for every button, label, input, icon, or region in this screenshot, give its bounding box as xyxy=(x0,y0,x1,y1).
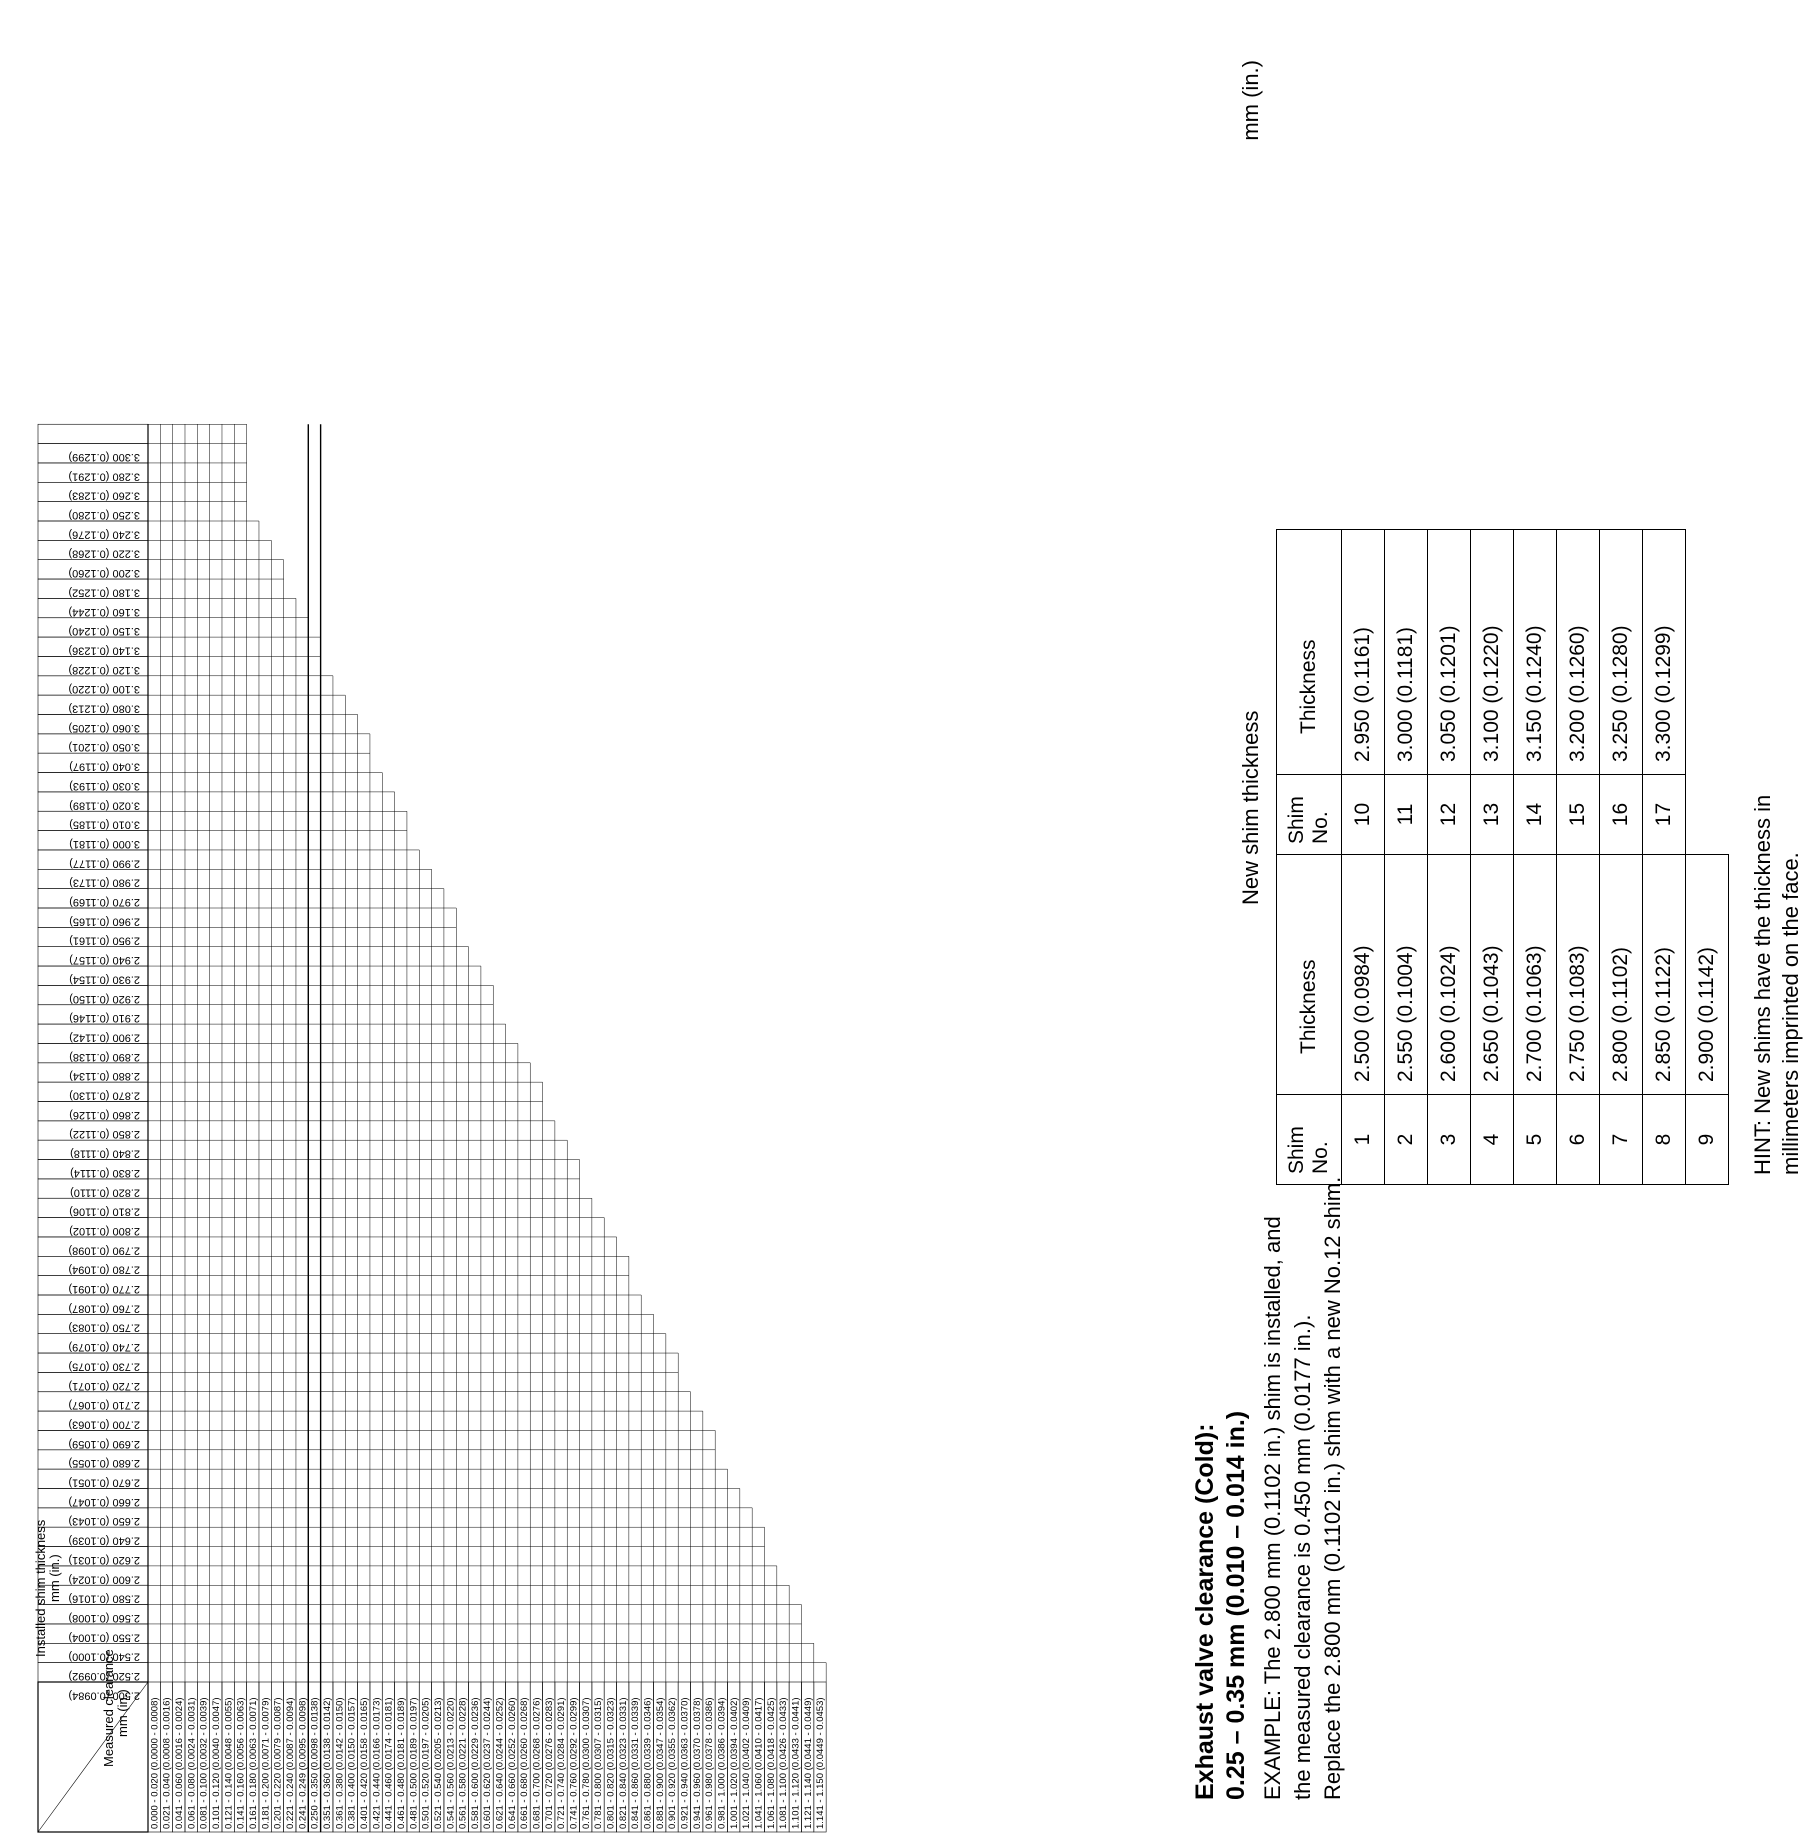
shim-no-cell: 14 xyxy=(1514,775,1557,855)
thickness-cell: 3.250 (0.1280) xyxy=(1600,530,1643,775)
installed-thickness-label: 2.970 (0.1169) xyxy=(69,896,140,908)
measured-clearance-label: 0.351 - 0.360 (0.0138 - 0.0142) xyxy=(321,1697,333,1829)
measured-clearance-label: 0.021 - 0.040 (0.0008 - 0.0016) xyxy=(161,1697,173,1829)
measured-clearance-label: 0.961 - 0.980 (0.0378 - 0.0386) xyxy=(704,1697,716,1829)
new-shim-row xyxy=(1643,530,1686,1185)
installed-thickness-label: 3.220 (0.1268) xyxy=(68,547,140,560)
shim-no-cell: 2 xyxy=(1385,1095,1428,1185)
new-shim-row xyxy=(1385,530,1428,1185)
measured-clearance-label: 0.701 - 0.720 (0.0276 - 0.0283) xyxy=(543,1697,555,1829)
installed-thickness-label: 3.140 (0.1236) xyxy=(68,644,140,657)
installed-thickness-label: 2.940 (0.1157) xyxy=(69,954,140,967)
installed-thickness-label: 2.780 (0.1094) xyxy=(68,1263,140,1276)
measured-clearance-label: 0.041 - 0.060 (0.0016 - 0.0024) xyxy=(173,1697,185,1829)
new-shim-row xyxy=(1600,530,1643,1185)
installed-thickness-label: 3.240 (0.1276) xyxy=(68,528,140,541)
installed-thickness-label: 2.870 (0.1130) xyxy=(69,1089,140,1102)
installed-thickness-label: 2.900 (0.1142) xyxy=(69,1031,140,1044)
measured-label-line1: Measured clearance xyxy=(101,1649,116,1767)
installed-thickness-label: 2.860 (0.1126) xyxy=(69,1108,140,1121)
shim-no-cell: 8 xyxy=(1643,1095,1686,1185)
measured-clearance-label: 0.561 - 0.580 (0.0221 - 0.0228) xyxy=(457,1697,469,1829)
measured-clearance-label: 0.241 - 0.249 (0.0095 - 0.0098) xyxy=(297,1697,309,1829)
measured-clearance-label: 1.021 - 1.040 (0.0402 - 0.0409) xyxy=(741,1697,753,1829)
new-shim-row xyxy=(1342,530,1385,1185)
installed-thickness-label: 3.280 (0.1291) xyxy=(68,470,140,483)
measured-clearance-label: 0.061 - 0.080 (0.0024 - 0.0031) xyxy=(186,1697,198,1829)
measured-clearance-label: 0.601 - 0.620 (0.0237 - 0.0244) xyxy=(482,1697,494,1829)
measured-clearance-label: 0.481 - 0.500 (0.0189 - 0.0197) xyxy=(408,1697,420,1829)
measured-clearance-label: 0.621 - 0.640 (0.0244 - 0.0252) xyxy=(494,1697,506,1829)
thickness-cell: 3.300 (0.1299) xyxy=(1643,530,1686,775)
installed-thickness-label: 2.710 (0.1067) xyxy=(68,1399,140,1412)
measured-clearance-label: 0.501 - 0.520 (0.0197 - 0.0205) xyxy=(420,1697,432,1829)
measured-clearance-label: 0.221 - 0.240 (0.0087 - 0.0094) xyxy=(284,1697,296,1829)
installed-thickness-label: 3.100 (0.1220) xyxy=(68,683,140,696)
shim-no-cell: 12 xyxy=(1428,775,1471,855)
new-shim-row xyxy=(1557,530,1600,1185)
installed-thickness-label: 2.650 (0.1043) xyxy=(68,1515,140,1528)
installed-thickness-label: 2.820 (0.1110) xyxy=(70,1186,140,1199)
installed-thickness-label: 3.060 (0.1205) xyxy=(68,721,140,734)
installed-thickness-label: 2.830 (0.1114) xyxy=(70,1166,140,1179)
shim-no-cell: 11 xyxy=(1385,775,1428,855)
installed-thickness-label: 2.880 (0.1134) xyxy=(69,1070,140,1083)
installed-thickness-label: 2.500 (0.0984) xyxy=(68,1689,140,1702)
measured-clearance-label: 0.681 - 0.700 (0.0268 - 0.0276) xyxy=(531,1697,543,1829)
installed-thickness-label: 2.690 (0.1059) xyxy=(68,1437,140,1450)
installed-thickness-label: 2.790 (0.1098) xyxy=(68,1244,140,1257)
shim-no-cell: 10 xyxy=(1342,775,1385,855)
thickness-cell: 3.000 (0.1181) xyxy=(1385,530,1428,775)
installed-thickness-corner-label xyxy=(34,1520,62,1832)
installed-thickness-label: 2.840 (0.1118) xyxy=(70,1147,140,1160)
example-line3: Replace the 2.800 mm (0.1102 in.) shim with a new No.12 shim. xyxy=(1320,1176,1345,1800)
installed-thickness-label: 2.720 (0.1071) xyxy=(68,1379,140,1392)
new-shim-unit: mm (in.) xyxy=(1238,60,1263,141)
measured-clearance-label: 0.901 - 0.920 (0.0355 - 0.0362) xyxy=(667,1697,679,1829)
new-shim-thickness-panel xyxy=(1230,45,1805,1185)
measured-clearance-label: 0.361 - 0.380 (0.0142 - 0.0150) xyxy=(334,1697,346,1829)
installed-thickness-label: 3.010 (0.1185) xyxy=(69,818,140,831)
shim-no-cell: 3 xyxy=(1428,1095,1471,1185)
installed-thickness-label: 2.980 (0.1173) xyxy=(69,876,140,889)
installed-thickness-label: 2.910 (0.1146) xyxy=(69,1012,140,1025)
thickness-cell: 2.700 (0.1063) xyxy=(1514,855,1557,1095)
installed-thickness-label: 2.680 (0.1055) xyxy=(68,1457,140,1470)
installed-thickness-label: 3.150 (0.1240) xyxy=(68,625,140,638)
thickness-cell: 2.500 (0.0984) xyxy=(1342,855,1385,1095)
measured-clearance-label: 1.001 - 1.020 (0.0394 - 0.0402) xyxy=(728,1697,740,1829)
installed-thickness-label: 2.620 (0.1031) xyxy=(68,1553,140,1566)
shim-no-cell: 9 xyxy=(1686,1095,1729,1185)
thickness-cell: 3.200 (0.1260) xyxy=(1557,530,1600,775)
installed-thickness-label: 3.020 (0.1189) xyxy=(69,799,140,812)
measured-clearance-label: 1.101 - 1.120 (0.0433 - 0.0441) xyxy=(790,1697,802,1829)
measured-clearance-label: 0.521 - 0.540 (0.0205 - 0.0213) xyxy=(432,1697,444,1829)
measured-clearance-label: 0.881 - 0.900 (0.0347 - 0.0354) xyxy=(654,1697,666,1829)
installed-thickness-label: 2.950 (0.1161) xyxy=(69,934,140,947)
thickness-cell: 2.750 (0.1083) xyxy=(1557,855,1600,1095)
shim-no-cell xyxy=(1686,775,1729,855)
measured-clearance-corner-label xyxy=(102,1649,130,1832)
installed-thickness-label: 3.030 (0.1193) xyxy=(69,779,140,792)
col-thickness: Thickness xyxy=(1277,855,1342,1095)
measured-clearance-label: 0.441 - 0.460 (0.0174 - 0.0181) xyxy=(383,1697,395,1829)
measured-clearance-label: 0.201 - 0.220 (0.0079 - 0.0087) xyxy=(272,1697,284,1829)
measured-clearance-label: 0.821 - 0.840 (0.0323 - 0.0331) xyxy=(617,1697,629,1829)
thickness-cell: 2.800 (0.1102) xyxy=(1600,855,1643,1095)
installed-thickness-label: 2.810 (0.1106) xyxy=(69,1205,140,1218)
measured-clearance-label: 0.741 - 0.760 (0.0292 - 0.0299) xyxy=(568,1697,580,1829)
shim-no-cell: 1 xyxy=(1342,1095,1385,1185)
new-shim-row xyxy=(1514,530,1557,1185)
thickness-cell: 2.950 (0.1161) xyxy=(1342,530,1385,775)
thickness-cell: 2.650 (0.1043) xyxy=(1471,855,1514,1095)
measured-clearance-label: 0.381 - 0.400 (0.0150 - 0.0157) xyxy=(346,1697,358,1829)
shim-no-cell: 16 xyxy=(1600,775,1643,855)
installed-thickness-label: 2.890 (0.1138) xyxy=(69,1050,140,1063)
shim-no-cell: 7 xyxy=(1600,1095,1643,1185)
installed-thickness-label: 2.660 (0.1047) xyxy=(68,1495,140,1508)
installed-thickness-label: 3.300 (0.1299) xyxy=(68,450,140,463)
hint-line1: HINT: New shims have the thickness in xyxy=(1750,794,1775,1175)
installed-thickness-label: 2.990 (0.1177) xyxy=(69,857,140,870)
installed-thickness-label: 2.750 (0.1083) xyxy=(68,1321,140,1334)
measured-clearance-label: 1.081 - 1.100 (0.0426 - 0.0433) xyxy=(778,1697,790,1829)
shim-no-cell: 15 xyxy=(1557,775,1600,855)
measured-clearance-label: 0.541 - 0.560 (0.0213 - 0.0220) xyxy=(445,1697,457,1829)
installed-thickness-label: 2.540 (0.1000) xyxy=(68,1650,140,1663)
col-thickness-2: Thickness xyxy=(1277,530,1342,775)
shim-no-cell: 6 xyxy=(1557,1095,1600,1185)
measured-clearance-label: 0.781 - 0.800 (0.0307 - 0.0315) xyxy=(593,1697,605,1829)
measured-clearance-label: 0.250 - 0.350 (0.0098 - 0.0138) xyxy=(309,1697,321,1829)
installed-thickness-label: 3.080 (0.1213) xyxy=(68,702,140,715)
exhaust-title-line1: Exhaust valve clearance (Cold): xyxy=(1191,1423,1219,1800)
measured-clearance-label: 0.081 - 0.100 (0.0032 - 0.0039) xyxy=(198,1697,210,1829)
shim-no-cell: 17 xyxy=(1643,775,1686,855)
installed-thickness-label: 3.250 (0.1280) xyxy=(68,509,140,521)
measured-clearance-label: 0.461 - 0.480 (0.0181 - 0.0189) xyxy=(395,1697,407,1829)
hint-line2: millimeters imprinted on the face. xyxy=(1778,852,1803,1175)
measured-clearance-label: 0.000 - 0.020 (0.0000 - 0.0008) xyxy=(149,1697,161,1829)
measured-clearance-label: 1.121 - 1.140 (0.0441 - 0.0449) xyxy=(802,1697,814,1829)
new-shim-row xyxy=(1686,530,1729,1185)
measured-clearance-label: 0.181 - 0.200 (0.0071 - 0.0079) xyxy=(260,1697,272,1829)
installed-label-line1: Installed shim thickness xyxy=(33,1519,48,1657)
shim-no-cell: 4 xyxy=(1471,1095,1514,1185)
measured-label-line2: mm (in.) xyxy=(115,1689,130,1737)
measured-clearance-label: 0.161 - 0.180 (0.0063 - 0.0071) xyxy=(247,1697,259,1829)
installed-thickness-label: 2.600 (0.1024) xyxy=(68,1573,140,1586)
thickness-cell: 2.600 (0.1024) xyxy=(1428,855,1471,1095)
installed-thickness-label: 2.960 (0.1165) xyxy=(69,915,140,928)
measured-clearance-label: 0.801 - 0.820 (0.0315 - 0.0323) xyxy=(605,1697,617,1829)
new-shim-hint xyxy=(1749,45,1805,1185)
new-shim-table xyxy=(1276,529,1729,1185)
shim-no-cell: 5 xyxy=(1514,1095,1557,1185)
thickness-cell: 2.850 (0.1122) xyxy=(1643,855,1686,1095)
installed-thickness-label: 2.920 (0.1150) xyxy=(69,992,140,1005)
thickness-cell xyxy=(1686,530,1729,775)
new-shim-row xyxy=(1428,530,1471,1185)
installed-thickness-label: 3.050 (0.1201) xyxy=(68,741,140,754)
installed-thickness-label: 3.180 (0.1252) xyxy=(68,586,140,599)
new-shim-header-row xyxy=(1277,530,1342,1185)
installed-thickness-label: 2.800 (0.1102) xyxy=(69,1224,140,1237)
measured-clearance-label: 1.041 - 1.060 (0.0410 - 0.0417) xyxy=(753,1697,765,1829)
installed-thickness-label: 2.520 (0.0992) xyxy=(68,1670,140,1682)
col-shim-no-2: Shim No. xyxy=(1277,775,1342,855)
installed-thickness-label: 2.760 (0.1087) xyxy=(68,1302,140,1315)
installed-thickness-label: 2.550 (0.1004) xyxy=(68,1631,140,1644)
measured-clearance-label: 0.121 - 0.140 (0.0048 - 0.0055) xyxy=(223,1697,235,1829)
installed-thickness-label: 2.930 (0.1154) xyxy=(69,973,140,986)
thickness-cell: 3.100 (0.1220) xyxy=(1471,530,1514,775)
new-shim-row xyxy=(1471,530,1514,1185)
new-shim-title: New shim thickness xyxy=(1238,710,1263,905)
example-line1: EXAMPLE: The 2.800 mm (0.1102 in.) shim is installed, and xyxy=(1260,1216,1285,1800)
installed-thickness-label: 2.640 (0.1039) xyxy=(68,1534,140,1547)
shim-no-cell: 13 xyxy=(1471,775,1514,855)
installed-thickness-label: 2.700 (0.1063) xyxy=(68,1418,140,1431)
measured-clearance-label: 0.981 - 1.000 (0.0386 - 0.0394) xyxy=(716,1697,728,1829)
measured-clearance-label: 0.921 - 0.940 (0.0363 - 0.0370) xyxy=(679,1697,691,1829)
installed-thickness-label: 2.850 (0.1122) xyxy=(69,1128,140,1141)
installed-thickness-label: 2.560 (0.1008) xyxy=(68,1611,140,1624)
measured-clearance-label: 0.761 - 0.780 (0.0300 - 0.0307) xyxy=(580,1697,592,1829)
installed-thickness-label: 3.160 (0.1244) xyxy=(68,605,140,618)
example-line2: the measured clearance is 0.450 mm (0.0177 in.). xyxy=(1290,1314,1315,1800)
col-shim-no: Shim No. xyxy=(1277,1095,1342,1185)
measured-clearance-label: 0.141 - 0.160 (0.0056 - 0.0063) xyxy=(235,1697,247,1829)
installed-thickness-label: 2.730 (0.1075) xyxy=(68,1360,140,1373)
installed-label-line2: mm (in.) xyxy=(47,1554,62,1602)
thickness-cell: 3.150 (0.1240) xyxy=(1514,530,1557,775)
installed-thickness-label: 3.000 (0.1181) xyxy=(69,837,140,850)
exhaust-note xyxy=(1190,1177,1348,1800)
measured-clearance-label: 0.661 - 0.680 (0.0260 - 0.0268) xyxy=(519,1697,531,1829)
measured-clearance-label: 0.581 - 0.600 (0.0229 - 0.0236) xyxy=(469,1697,481,1829)
measured-clearance-label: 0.421 - 0.440 (0.0166 - 0.0173) xyxy=(371,1697,383,1829)
measured-clearance-label: 0.721 - 0.740 (0.0284 - 0.0291) xyxy=(556,1697,568,1829)
installed-thickness-label: 3.040 (0.1197) xyxy=(69,760,140,773)
thickness-cell: 2.900 (0.1142) xyxy=(1686,855,1729,1095)
installed-thickness-label: 3.260 (0.1283) xyxy=(68,489,140,502)
new-shim-title-row xyxy=(1230,45,1276,1185)
measured-clearance-label: 0.401 - 0.420 (0.0158 - 0.0165) xyxy=(358,1697,370,1829)
installed-thickness-label: 2.670 (0.1051) xyxy=(68,1476,140,1489)
installed-thickness-label: 3.200 (0.1260) xyxy=(68,567,140,580)
measured-clearance-label: 0.101 - 0.120 (0.0040 - 0.0047) xyxy=(210,1697,222,1829)
measured-clearance-label: 0.641 - 0.660 (0.0252 - 0.0260) xyxy=(506,1697,518,1829)
thickness-cell: 3.050 (0.1201) xyxy=(1428,530,1471,775)
measured-clearance-label: 1.061 - 1.080 (0.0418 - 0.0425) xyxy=(765,1697,777,1829)
installed-thickness-label: 2.580 (0.1016) xyxy=(68,1592,140,1605)
installed-thickness-label: 2.770 (0.1091) xyxy=(68,1283,140,1295)
measured-clearance-label: 0.861 - 0.880 (0.0339 - 0.0346) xyxy=(642,1697,654,1829)
measured-clearance-label: 1.141 - 1.150 (0.0449 - 0.0453) xyxy=(815,1697,827,1829)
thickness-cell: 2.550 (0.1004) xyxy=(1385,855,1428,1095)
measured-clearance-label: 0.841 - 0.860 (0.0331 - 0.0339) xyxy=(630,1697,642,1829)
installed-thickness-label: 2.740 (0.1079) xyxy=(68,1341,140,1354)
installed-thickness-label: 3.120 (0.1228) xyxy=(68,663,140,676)
exhaust-title-line2: 0.25 – 0.35 mm (0.010 – 0.014 in.) xyxy=(1222,1410,1250,1800)
measured-clearance-label: 0.941 - 0.960 (0.0370 - 0.0378) xyxy=(691,1697,703,1829)
